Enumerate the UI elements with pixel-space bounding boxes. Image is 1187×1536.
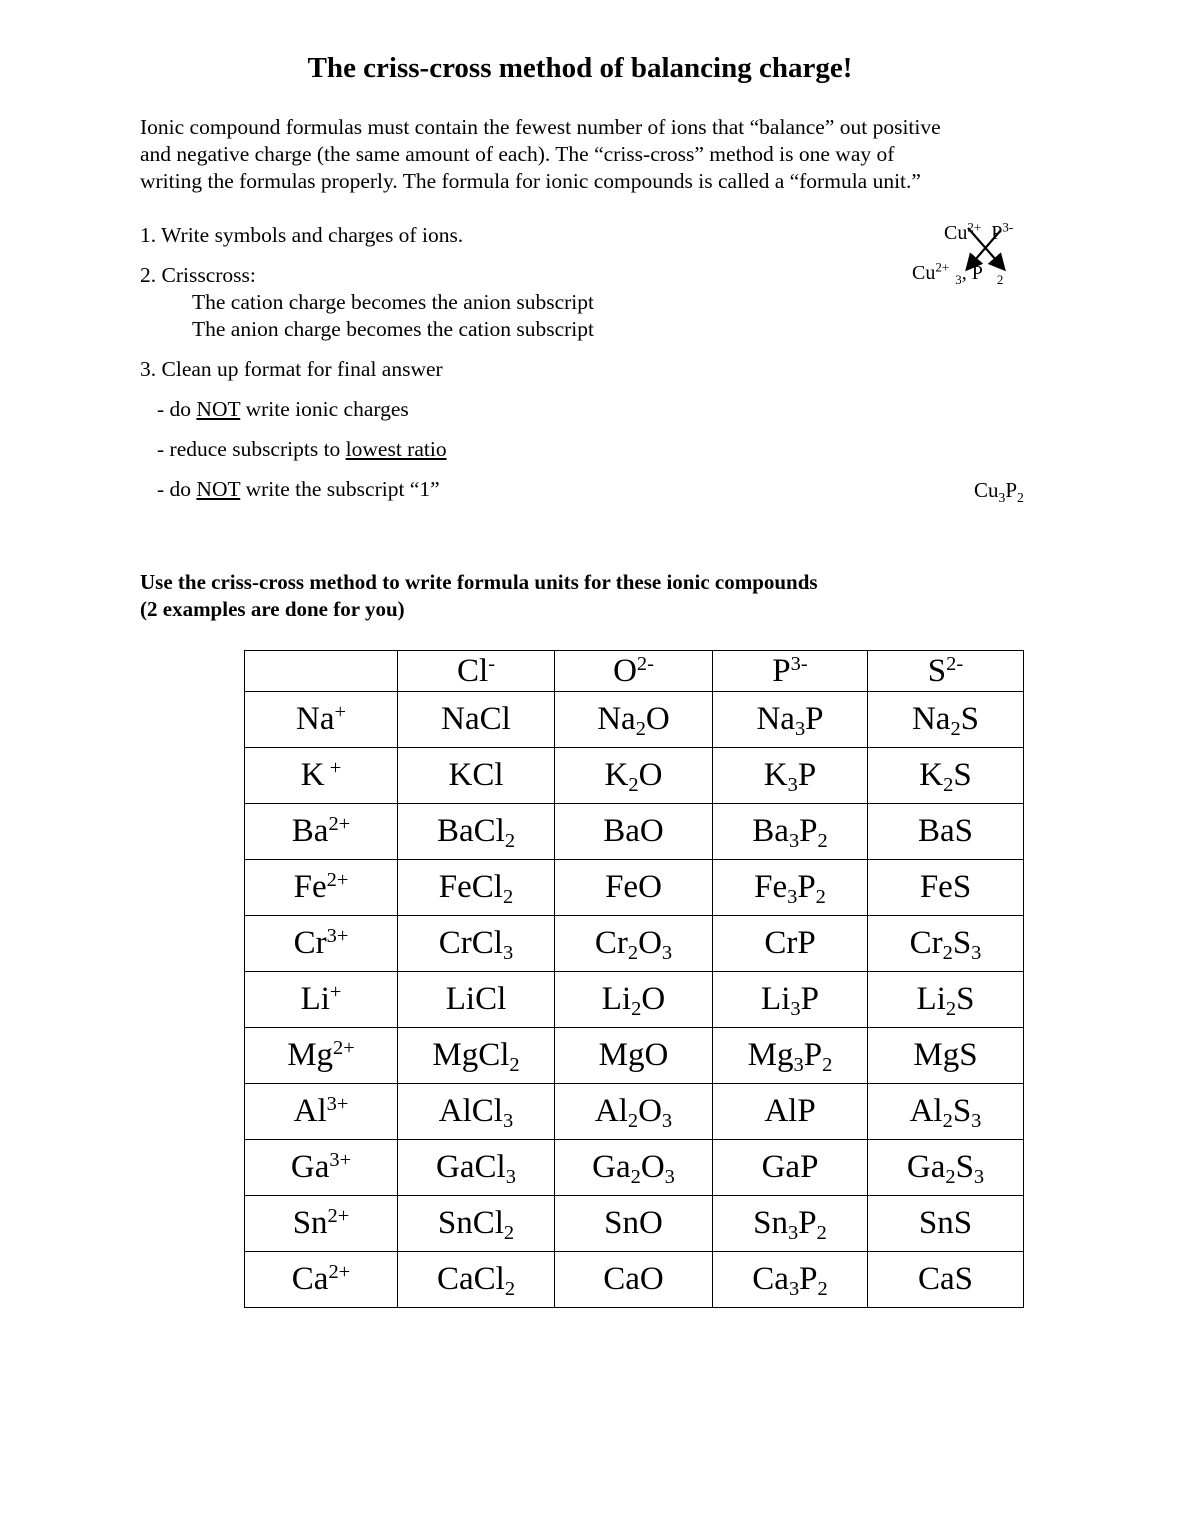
formula-cation: Fe bbox=[605, 869, 639, 905]
formula-cation-subscript: 3 bbox=[793, 1054, 804, 1077]
formula-cell bbox=[713, 1084, 868, 1140]
formula-anion-subscript: 2 bbox=[822, 1054, 833, 1077]
cation-charge: + bbox=[334, 700, 346, 723]
rule-text: write the subscript “1” bbox=[240, 477, 440, 501]
formula-cation-subscript: 3 bbox=[787, 886, 798, 909]
formula-anion: Cl bbox=[474, 1149, 506, 1185]
formula-cell bbox=[713, 692, 868, 748]
formula-cation: Al bbox=[764, 1093, 798, 1129]
formula-anion: Cl bbox=[471, 869, 503, 905]
formula-anion-subscript: 2 bbox=[504, 830, 516, 853]
cation-header-cell bbox=[245, 1140, 398, 1196]
anion-symbol: O bbox=[613, 653, 637, 689]
formula-cation-subscript: 3 bbox=[794, 718, 806, 741]
formula-anion: O bbox=[644, 1037, 669, 1073]
formula-anion: P bbox=[797, 1093, 816, 1129]
formula-cation: Li bbox=[761, 981, 791, 1017]
formula-cation: Ca bbox=[436, 1261, 474, 1297]
formula-anion-subscript: 3 bbox=[971, 942, 982, 965]
formula-anion: O bbox=[639, 1261, 664, 1297]
formula-cation: K bbox=[448, 757, 473, 793]
formula-cell bbox=[398, 748, 555, 804]
top-cation-charge: 2+ bbox=[967, 219, 982, 235]
formula-cell bbox=[555, 1252, 713, 1308]
formula-anion: P bbox=[798, 1205, 817, 1241]
formula-cell bbox=[555, 692, 713, 748]
formula-cation: Li bbox=[601, 981, 632, 1017]
formula-anion-subscript: 2 bbox=[817, 830, 828, 853]
formula-anion: P bbox=[805, 701, 824, 737]
formula-cation-subscript: 3 bbox=[788, 1278, 800, 1301]
formula-cation: Li bbox=[445, 981, 476, 1017]
step-1: 1. Write symbols and charges of ions. bbox=[140, 223, 464, 247]
formula-anion: O bbox=[645, 701, 670, 737]
top-ions bbox=[944, 219, 1014, 245]
table-corner-cell bbox=[245, 651, 398, 692]
rule-text: - reduce subscripts to bbox=[157, 437, 346, 461]
formula-cation: Ga bbox=[761, 1149, 801, 1185]
formula-cation: Ba bbox=[917, 813, 955, 849]
formula-cation: Na bbox=[597, 701, 636, 737]
formula-cell bbox=[713, 748, 868, 804]
formula-cell bbox=[713, 1140, 868, 1196]
formula-cation-subscript: 3 bbox=[790, 998, 801, 1021]
formula-cation: Fe bbox=[754, 869, 788, 905]
formula-cation: K bbox=[919, 757, 944, 793]
formula-cation: Cr bbox=[764, 925, 798, 961]
bottom-cation-charge: 2+ bbox=[935, 259, 950, 275]
anion-symbol: S bbox=[927, 653, 947, 689]
formula-cell bbox=[398, 1196, 555, 1252]
exercise-heading-line-2: (2 examples are done for you) bbox=[140, 597, 405, 621]
table-row bbox=[245, 804, 1024, 860]
formula-anion: P bbox=[800, 981, 819, 1017]
formula-anion-subscript: 3 bbox=[505, 1166, 516, 1189]
cation-symbol: Li bbox=[300, 981, 330, 1017]
formula-cation: Al bbox=[909, 1093, 943, 1129]
example-formula bbox=[974, 478, 1024, 506]
formula-cation: K bbox=[604, 757, 629, 793]
anion-header-cell bbox=[555, 651, 713, 692]
formula-cell bbox=[398, 1084, 555, 1140]
rule-lowest-ratio bbox=[157, 437, 447, 462]
formula-cell bbox=[398, 804, 555, 860]
formula-cell bbox=[713, 972, 868, 1028]
formula-cation: Cr bbox=[438, 925, 472, 961]
step-3: 3. Clean up format for final answer bbox=[140, 357, 443, 381]
exercise-heading-line-1: Use the criss-cross method to write formula units for these ionic compounds bbox=[140, 570, 818, 594]
formula-cation: Ga bbox=[592, 1149, 631, 1185]
formula-anion: Cl bbox=[479, 701, 511, 737]
formula-cell bbox=[868, 1252, 1024, 1308]
formula-cell bbox=[868, 1084, 1024, 1140]
formula-anion: S bbox=[952, 869, 972, 905]
anion-symbol: P bbox=[772, 653, 791, 689]
formula-cell bbox=[868, 804, 1024, 860]
formula-anion: O bbox=[640, 1149, 665, 1185]
formula-anion: S bbox=[955, 1149, 974, 1185]
formula-cation: Na bbox=[441, 701, 480, 737]
formula-anion: P bbox=[797, 925, 816, 961]
cation-symbol: Ca bbox=[291, 1261, 329, 1297]
formula-cell bbox=[713, 804, 868, 860]
formula-anion-subscript: 2 bbox=[816, 1222, 827, 1245]
formula-cation: Mg bbox=[913, 1037, 960, 1073]
formula-cation-subscript: 3 bbox=[788, 1222, 799, 1245]
formula-anion: Cl bbox=[478, 1037, 510, 1073]
formula-cell bbox=[398, 1140, 555, 1196]
rule-emphasis: lowest ratio bbox=[345, 437, 447, 461]
formula-anion: P bbox=[800, 1149, 819, 1185]
rule-no-subscript-one bbox=[157, 477, 440, 502]
rule-emphasis: NOT bbox=[196, 477, 241, 501]
example-cation: Cu bbox=[974, 478, 999, 502]
formula-anion-subscript: 2 bbox=[502, 886, 514, 909]
top-anion: P bbox=[991, 222, 1003, 244]
formula-cation: Ga bbox=[906, 1149, 946, 1185]
cation-header-cell bbox=[245, 1084, 398, 1140]
formula-anion: Cl bbox=[471, 1093, 503, 1129]
intro-paragraph bbox=[140, 114, 1060, 195]
formula-cell bbox=[398, 692, 555, 748]
formula-cation: Ca bbox=[917, 1261, 955, 1297]
formula-anion: Cl bbox=[473, 1261, 505, 1297]
example-cation-subscript: 3 bbox=[998, 490, 1006, 506]
anion-symbol: Cl bbox=[457, 653, 489, 689]
step-2: 2. Crisscross: bbox=[140, 263, 256, 287]
example-anion: P bbox=[1005, 478, 1018, 502]
formula-cell bbox=[555, 804, 713, 860]
step-2-cation-rule: The cation charge becomes the anion subscript bbox=[192, 290, 594, 314]
cation-charge: + bbox=[329, 980, 342, 1003]
formula-anion: S bbox=[956, 981, 975, 1017]
exercise-heading bbox=[140, 569, 818, 623]
top-anion-charge: 3- bbox=[1002, 219, 1014, 235]
formula-anion: O bbox=[638, 925, 662, 961]
rule-emphasis: NOT bbox=[196, 397, 241, 421]
formula-anion: Cl bbox=[472, 1205, 504, 1241]
anion-header-cell bbox=[868, 651, 1024, 692]
table-header-row bbox=[245, 651, 1024, 692]
cation-charge: + bbox=[324, 756, 342, 779]
formula-anion-subscript: 3 bbox=[661, 942, 673, 965]
formula-cation-subscript: 2 bbox=[631, 998, 642, 1021]
formula-cation-subscript: 2 bbox=[627, 942, 639, 965]
anion-charge: 2- bbox=[946, 652, 964, 675]
formula-anion: S bbox=[953, 1205, 973, 1241]
formula-cation: Al bbox=[594, 1093, 628, 1129]
formula-cation: Li bbox=[916, 981, 946, 1017]
cation-symbol: Ga bbox=[290, 1149, 330, 1185]
formula-anion-subscript: 3 bbox=[502, 1110, 514, 1133]
formula-cation-subscript: 2 bbox=[630, 1166, 641, 1189]
cation-header-cell bbox=[245, 692, 398, 748]
formula-cation: Ba bbox=[436, 813, 474, 849]
formula-cation-subscript: 2 bbox=[945, 998, 957, 1021]
formula-anion: S bbox=[960, 701, 980, 737]
formula-cell bbox=[868, 860, 1024, 916]
page-title: The criss-cross method of balancing charge! bbox=[307, 52, 853, 84]
formula-anion: P bbox=[797, 757, 817, 793]
formula-cation: Sn bbox=[604, 1205, 639, 1241]
formula-cation: Fe bbox=[438, 869, 472, 905]
bottom-anion-subscript: 2 bbox=[996, 272, 1004, 287]
formula-anion: S bbox=[954, 813, 974, 849]
formula-cell bbox=[713, 1028, 868, 1084]
cation-charge: 2+ bbox=[333, 1036, 355, 1059]
formula-cell bbox=[555, 916, 713, 972]
formula-cation: Cr bbox=[594, 925, 628, 961]
cation-header-cell bbox=[245, 1252, 398, 1308]
formula-cell bbox=[398, 860, 555, 916]
cation-charge: 2+ bbox=[328, 1260, 351, 1283]
formula-cation-subscript: 2 bbox=[942, 1110, 953, 1133]
formula-anion: S bbox=[952, 925, 972, 961]
anion-charge: 3- bbox=[790, 652, 808, 675]
cation-header-cell bbox=[245, 1196, 398, 1252]
formula-cation-subscript: 3 bbox=[787, 774, 798, 797]
anion-charge: 2- bbox=[636, 652, 654, 675]
formula-cell bbox=[398, 1028, 555, 1084]
formula-anion: P bbox=[799, 813, 818, 849]
formula-cation: Ga bbox=[436, 1149, 475, 1185]
formula-cation-subscript: 2 bbox=[945, 1166, 956, 1189]
formula-cell bbox=[555, 972, 713, 1028]
formula-anion: Cl bbox=[475, 981, 507, 1017]
formula-cell bbox=[868, 748, 1024, 804]
rule-no-charges bbox=[157, 397, 409, 422]
formula-cation: Sn bbox=[437, 1205, 473, 1241]
table-row bbox=[245, 1028, 1024, 1084]
formula-cation-subscript: 2 bbox=[635, 718, 646, 741]
formula-cell bbox=[555, 1028, 713, 1084]
formula-cation: Al bbox=[438, 1093, 472, 1129]
anion-header-cell bbox=[713, 651, 868, 692]
formula-cell bbox=[713, 1196, 868, 1252]
formula-cation: Ba bbox=[752, 813, 789, 849]
cation-symbol: Na bbox=[295, 701, 335, 737]
formula-anion: O bbox=[638, 757, 663, 793]
formula-anion: O bbox=[641, 981, 666, 1017]
formula-cell bbox=[398, 1252, 555, 1308]
formula-cell bbox=[555, 1196, 713, 1252]
cation-header-cell bbox=[245, 860, 398, 916]
rule-text: - do bbox=[157, 397, 197, 421]
table-row bbox=[245, 1252, 1024, 1308]
formula-cation: Mg bbox=[432, 1037, 479, 1073]
formula-cell bbox=[398, 916, 555, 972]
formula-cation: Ca bbox=[603, 1261, 640, 1297]
formula-anion: O bbox=[639, 813, 664, 849]
formula-anion: P bbox=[803, 1037, 823, 1073]
formula-cation: Sn bbox=[753, 1205, 789, 1241]
table-row bbox=[245, 972, 1024, 1028]
formula-cell bbox=[555, 860, 713, 916]
cation-symbol: Fe bbox=[293, 869, 327, 905]
formula-cation: Ca bbox=[752, 1261, 789, 1297]
formula-cell bbox=[713, 916, 868, 972]
formula-anion-subscript: 3 bbox=[664, 1166, 675, 1189]
formula-anion: Cl bbox=[471, 925, 503, 961]
cation-charge: 2+ bbox=[328, 812, 351, 835]
formula-anion-subscript: 3 bbox=[973, 1166, 985, 1189]
formula-cell bbox=[868, 916, 1024, 972]
formula-cation-subscript: 2 bbox=[942, 942, 953, 965]
formula-cell bbox=[713, 1252, 868, 1308]
formula-anion-subscript: 2 bbox=[817, 1278, 828, 1301]
cation-charge: 3+ bbox=[326, 924, 349, 947]
bottom-anion: P bbox=[971, 262, 983, 284]
formula-cation: Cr bbox=[909, 925, 943, 961]
cation-header-cell bbox=[245, 1028, 398, 1084]
formula-anion-subscript: 2 bbox=[504, 1278, 516, 1301]
cation-symbol: Ba bbox=[291, 813, 329, 849]
formula-anion: S bbox=[954, 1261, 974, 1297]
formula-cation-subscript: 2 bbox=[628, 774, 639, 797]
anion-charge: - bbox=[488, 652, 495, 675]
cation-symbol: K bbox=[300, 757, 325, 793]
formula-cell bbox=[868, 1196, 1024, 1252]
formula-anion: Cl bbox=[472, 757, 504, 793]
formula-cell bbox=[868, 972, 1024, 1028]
formula-anion: S bbox=[953, 757, 972, 793]
table-row bbox=[245, 860, 1024, 916]
formula-cation-subscript: 2 bbox=[627, 1110, 639, 1133]
formula-anion: S bbox=[959, 1037, 978, 1073]
rule-text: write ionic charges bbox=[240, 397, 409, 421]
cation-symbol: Cr bbox=[293, 925, 327, 961]
formula-anion: Cl bbox=[473, 813, 505, 849]
formula-anion-subscript: 2 bbox=[815, 886, 826, 909]
formula-cation-subscript: 2 bbox=[950, 718, 961, 741]
crisscross-diagram bbox=[906, 218, 1046, 298]
formula-anion: O bbox=[638, 1093, 662, 1129]
table-row bbox=[245, 1196, 1024, 1252]
formula-cell bbox=[555, 748, 713, 804]
cation-charge: 3+ bbox=[326, 1092, 349, 1115]
formula-cation: Mg bbox=[747, 1037, 794, 1073]
formula-cation: Ba bbox=[603, 813, 640, 849]
formula-cell bbox=[398, 972, 555, 1028]
formula-cell bbox=[713, 860, 868, 916]
table-row bbox=[245, 748, 1024, 804]
formula-anion-subscript: 3 bbox=[502, 942, 514, 965]
formula-cell bbox=[868, 692, 1024, 748]
bottom-cation: Cu bbox=[912, 262, 936, 284]
formula-anion: P bbox=[799, 1261, 818, 1297]
formula-cation: Mg bbox=[598, 1037, 645, 1073]
rule-text: - do bbox=[157, 477, 197, 501]
anion-header-cell bbox=[398, 651, 555, 692]
example-anion-subscript: 2 bbox=[1017, 490, 1024, 506]
table-row bbox=[245, 692, 1024, 748]
formula-anion: P bbox=[797, 869, 816, 905]
cation-symbol: Al bbox=[293, 1093, 327, 1129]
intro-line-2: and negative charge (the same amount of each). The “criss-cross” method is one way of bbox=[140, 142, 895, 166]
formula-anion-subscript: 3 bbox=[971, 1110, 982, 1133]
formula-anion-subscript: 3 bbox=[661, 1110, 673, 1133]
formula-cation: K bbox=[763, 757, 788, 793]
formula-cell bbox=[868, 1028, 1024, 1084]
formula-cation: Na bbox=[756, 701, 795, 737]
step-2-anion-rule: The anion charge becomes the cation subscript bbox=[192, 317, 594, 341]
formula-cation: Na bbox=[911, 701, 951, 737]
intro-line-1: Ionic compound formulas must contain the fewest number of ions that “balance” out positive bbox=[140, 115, 941, 139]
top-cation: Cu bbox=[944, 222, 968, 244]
cation-symbol: Mg bbox=[287, 1037, 334, 1073]
formula-cell bbox=[555, 1140, 713, 1196]
cation-symbol: Sn bbox=[292, 1205, 328, 1241]
formula-cation: Fe bbox=[919, 869, 953, 905]
formula-anion-subscript: 2 bbox=[509, 1054, 520, 1077]
formula-anion: O bbox=[639, 1205, 663, 1241]
table-row bbox=[245, 1140, 1024, 1196]
formula-table bbox=[244, 650, 1024, 1308]
cation-charge: 2+ bbox=[326, 868, 349, 891]
intro-line-3: writing the formulas properly. The formula for ionic compounds is called a “formula unit.” bbox=[140, 169, 921, 193]
formula-cation-subscript: 2 bbox=[943, 774, 954, 797]
formula-anion: O bbox=[638, 869, 662, 905]
bottom-ions: $Cu^{2+}_3$, P $_2$ bbox=[912, 259, 1004, 287]
bottom-cation-subscript: 3 bbox=[955, 272, 962, 287]
cation-header-cell bbox=[245, 748, 398, 804]
formula-cation-subscript: 3 bbox=[788, 830, 800, 853]
table-row bbox=[245, 916, 1024, 972]
formula-anion-subscript: 2 bbox=[503, 1222, 515, 1245]
formula-cation: Sn bbox=[918, 1205, 954, 1241]
cation-header-cell bbox=[245, 804, 398, 860]
cation-charge: 2+ bbox=[327, 1204, 350, 1227]
cation-header-cell bbox=[245, 916, 398, 972]
cation-charge: 3+ bbox=[329, 1148, 352, 1171]
cation-header-cell bbox=[245, 972, 398, 1028]
formula-anion: S bbox=[952, 1093, 972, 1129]
table-row bbox=[245, 1084, 1024, 1140]
formula-cell bbox=[868, 1140, 1024, 1196]
formula-cell bbox=[555, 1084, 713, 1140]
